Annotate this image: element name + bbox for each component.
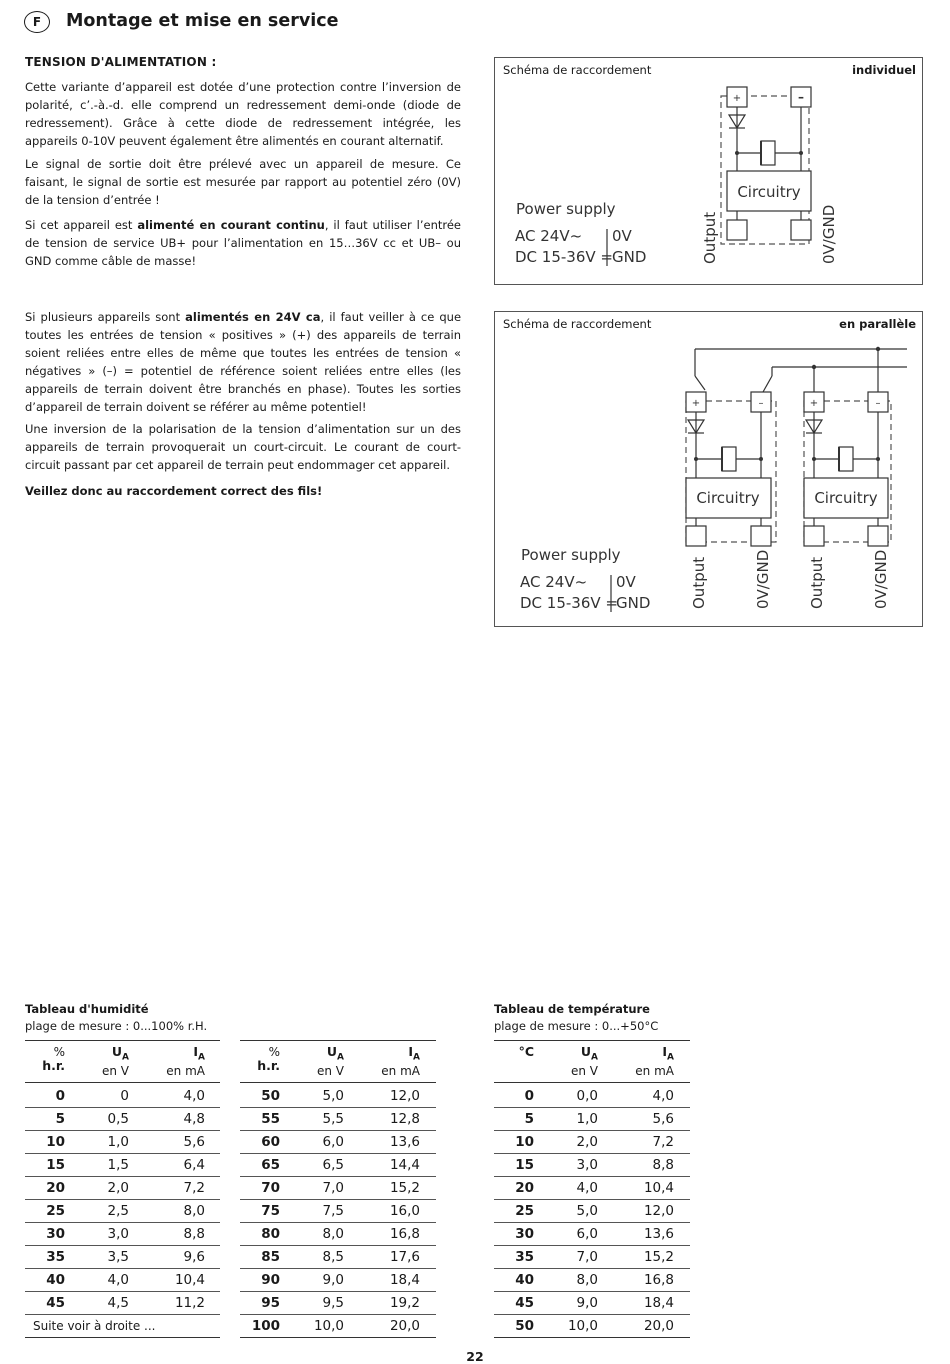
wiring-schematic-individual (495, 58, 922, 284)
header-text: I (193, 1044, 199, 1059)
col-header-ua (534, 1041, 598, 1083)
text-fragment: Si cet appareil est (25, 218, 138, 232)
pad-cell (420, 1131, 436, 1154)
row-key-cell: 30 (494, 1223, 534, 1246)
power-supply-label: Power supply (516, 200, 616, 218)
voltage-cell: 10,0 (280, 1315, 344, 1338)
continued-note: Suite voir à droite ... (25, 1315, 220, 1338)
current-cell: 5,6 (129, 1131, 205, 1154)
voltage-cell: 3,0 (65, 1223, 129, 1246)
pad-cell (420, 1315, 436, 1338)
current-cell: 4,0 (129, 1083, 205, 1108)
voltage-cell: 0,5 (65, 1108, 129, 1131)
current-cell: 13,6 (598, 1223, 674, 1246)
zero-volt-label: 0V (612, 227, 632, 245)
voltage-cell: 6,0 (534, 1223, 598, 1246)
pad-cell (205, 1223, 220, 1246)
table-row (25, 1292, 220, 1315)
circuitry-label: Circuitry (737, 183, 801, 201)
header-text: °C (518, 1044, 534, 1059)
table-row (494, 1292, 690, 1315)
paragraph-output-signal: Le signal de sortie doit être prélevé avec un appareil de mesure. Ce faisant, le signal de sortie est mesurée par rapport au potentiel zéro (0V) de la tension d’entrée ! (25, 157, 461, 207)
temperature-range: plage de mesure : 0...+50°C (494, 1019, 659, 1033)
col-header-celsius (494, 1041, 534, 1083)
current-cell: 5,6 (598, 1108, 674, 1131)
table-body (240, 1083, 436, 1338)
current-cell: 4,0 (598, 1083, 674, 1108)
header-text: en V (316, 1064, 344, 1079)
header-sub: A (413, 1052, 420, 1063)
header-text: % (53, 1045, 65, 1059)
row-key-cell: 50 (240, 1083, 280, 1108)
text-emphasis: alimentés en 24V ca (185, 310, 321, 324)
pad-cell (420, 1223, 436, 1246)
header-text: en mA (166, 1064, 205, 1079)
humidity-table-left (25, 1040, 220, 1338)
text-fragment: Si plusieurs appareils sont (25, 310, 186, 324)
minus-symbol: – (798, 90, 804, 104)
diagram-parallel (494, 311, 923, 627)
table-row (25, 1200, 220, 1223)
current-cell: 20,0 (598, 1315, 674, 1338)
capacitor-icon (839, 447, 853, 471)
pad-cell (420, 1177, 436, 1200)
humidity-range: plage de mesure : 0...100% r.H. (25, 1019, 208, 1033)
plus-symbol: + (732, 93, 742, 104)
table-row (240, 1246, 436, 1269)
current-cell: 8,0 (129, 1200, 205, 1223)
pad-cell (674, 1083, 690, 1108)
voltage-cell: 4,0 (534, 1177, 598, 1200)
voltage-cell: 4,5 (65, 1292, 129, 1315)
diagram-label: Schéma de raccordement (503, 317, 652, 331)
text-emphasis: alimenté en courant continu (137, 218, 325, 232)
row-key-cell: 65 (240, 1154, 280, 1177)
voltage-cell: 3,5 (65, 1246, 129, 1269)
pad-cell (674, 1269, 690, 1292)
pad-cell (674, 1246, 690, 1269)
header-text: I (408, 1044, 414, 1059)
current-cell: 16,8 (598, 1269, 674, 1292)
diagram-mode: en parallèle (839, 317, 916, 331)
capacitor-icon (761, 141, 775, 165)
row-key-cell: 55 (240, 1108, 280, 1131)
humidity-table-title: Tableau d'humidité (25, 1002, 149, 1016)
diagram-label: Schéma de raccordement (503, 63, 652, 77)
current-cell: 20,0 (344, 1315, 420, 1338)
table-row (240, 1131, 436, 1154)
current-cell: 10,4 (598, 1177, 674, 1200)
voltage-cell: 8,0 (534, 1269, 598, 1292)
voltage-cell: 5,0 (280, 1083, 344, 1108)
row-key-cell: 35 (494, 1246, 534, 1269)
header-text: en mA (381, 1064, 420, 1079)
voltage-cell: 6,5 (280, 1154, 344, 1177)
header-text: en V (101, 1064, 129, 1079)
table-row (240, 1083, 436, 1108)
row-key-cell: 10 (494, 1131, 534, 1154)
table-row (240, 1269, 436, 1292)
ovgnd-label: 0V/GND (872, 549, 890, 609)
row-key-cell: 45 (25, 1292, 65, 1315)
col-header-pad (420, 1041, 436, 1083)
zero-volt-label: 0V (616, 573, 636, 591)
row-key-cell: 95 (240, 1292, 280, 1315)
header-sub: A (667, 1052, 674, 1063)
ac-label: AC 24V~ (520, 573, 588, 591)
table-row (494, 1083, 690, 1108)
plus-symbol: + (691, 398, 701, 409)
output-terminal (727, 220, 747, 240)
row-key-cell: 20 (494, 1177, 534, 1200)
text-fragment: , il faut veiller à ce que toutes les entrées de tension « positives » (+) des appareils de terrain soient reliées entre elles de même que toutes les entrées de tension « négatives » (–) = potentiel de référence soient reliées entre elles (les appareils de terrain doivent être branchés en phase). Toutes les sorties d’appareil de terrain doivent se référer au même potentiel! (25, 310, 462, 414)
voltage-cell: 7,0 (534, 1246, 598, 1269)
pad-cell (420, 1154, 436, 1177)
table-row (240, 1223, 436, 1246)
gnd-terminal (868, 526, 888, 546)
wiring-schematic-parallel (495, 312, 922, 626)
current-cell: 17,6 (344, 1246, 420, 1269)
voltage-cell: 9,0 (280, 1269, 344, 1292)
paragraph-short-circuit: Une inversion de la polarisation de la tension d’alimentation sur un des appareils de terrain provoquerait un court-circuit. Le courant de court-circuit passant par cet appareil de terrain peut endommager cet appareil. (25, 422, 461, 472)
voltage-cell: 5,0 (534, 1200, 598, 1223)
table-row (240, 1177, 436, 1200)
power-supply-label: Power supply (521, 546, 621, 564)
header-text: % (268, 1045, 280, 1059)
table-row (25, 1131, 220, 1154)
language-badge: F (24, 11, 50, 33)
pad-cell (674, 1177, 690, 1200)
current-cell: 14,4 (344, 1154, 420, 1177)
voltage-cell: 6,0 (280, 1131, 344, 1154)
voltage-cell: 5,5 (280, 1108, 344, 1131)
row-key-cell: 85 (240, 1246, 280, 1269)
dc-label: DC 15-36V = (515, 248, 613, 266)
current-cell: 7,2 (598, 1131, 674, 1154)
table-row (494, 1177, 690, 1200)
pad-cell (674, 1223, 690, 1246)
voltage-cell: 9,5 (280, 1292, 344, 1315)
pad-cell (205, 1200, 220, 1223)
pad-cell (205, 1246, 220, 1269)
gnd-terminal (751, 526, 771, 546)
pad-cell (674, 1154, 690, 1177)
table-row (494, 1200, 690, 1223)
row-key-cell: 25 (494, 1200, 534, 1223)
current-cell: 12,8 (344, 1108, 420, 1131)
table-row (494, 1269, 690, 1292)
paragraph-warning: Veillez donc au raccordement correct des fils! (25, 484, 323, 498)
row-key-cell: 15 (494, 1154, 534, 1177)
humidity-table-right (240, 1040, 436, 1338)
col-header-pad (205, 1041, 220, 1083)
page-number: 22 (466, 1349, 484, 1364)
row-key-cell: 60 (240, 1131, 280, 1154)
table-header-row (25, 1041, 220, 1083)
voltage-cell: 3,0 (534, 1154, 598, 1177)
header-text: U (580, 1044, 592, 1059)
header-text: en V (570, 1064, 598, 1079)
header-sub: A (337, 1052, 344, 1063)
current-cell: 16,0 (344, 1200, 420, 1223)
field-device-1 (686, 392, 776, 609)
voltage-cell: 7,0 (280, 1177, 344, 1200)
header-sub: A (591, 1052, 598, 1063)
pad-cell (205, 1177, 220, 1200)
gnd-terminal (791, 220, 811, 240)
table-row (25, 1083, 220, 1108)
row-key-cell: 90 (240, 1269, 280, 1292)
row-key-cell: 0 (494, 1083, 534, 1108)
pad-cell (420, 1292, 436, 1315)
minus-symbol: – (875, 398, 881, 409)
gnd-label: GND (612, 248, 647, 266)
minus-symbol: – (758, 398, 764, 409)
table-row (25, 1154, 220, 1177)
current-cell: 18,4 (598, 1292, 674, 1315)
voltage-cell: 8,5 (280, 1246, 344, 1269)
col-header-percent (240, 1041, 280, 1083)
junction-dot (876, 457, 880, 461)
current-cell: 12,0 (344, 1083, 420, 1108)
pad-cell (674, 1131, 690, 1154)
humidity-table-caption (25, 1001, 207, 1035)
field-device-2 (804, 392, 891, 609)
voltage-cell: 9,0 (534, 1292, 598, 1315)
current-cell: 10,4 (129, 1269, 205, 1292)
table-body (494, 1083, 690, 1338)
col-header-percent (25, 1041, 65, 1083)
pad-cell (205, 1083, 220, 1108)
row-key-cell: 5 (494, 1108, 534, 1131)
table-row (240, 1200, 436, 1223)
temperature-table-title: Tableau de température (494, 1002, 650, 1016)
voltage-cell: 0,0 (534, 1083, 598, 1108)
output-label: Output (690, 556, 708, 609)
table-row (240, 1315, 436, 1338)
junction-dot (812, 457, 816, 461)
row-key-cell: 50 (494, 1315, 534, 1338)
col-header-ua (280, 1041, 344, 1083)
row-key-cell: 5 (25, 1108, 65, 1131)
pad-cell (420, 1108, 436, 1131)
table-row (240, 1108, 436, 1131)
pad-cell (420, 1246, 436, 1269)
current-cell: 18,4 (344, 1269, 420, 1292)
table-row (25, 1177, 220, 1200)
junction-dot (799, 151, 803, 155)
col-header-ia (129, 1041, 205, 1083)
header-text: I (662, 1044, 668, 1059)
voltage-cell: 1,5 (65, 1154, 129, 1177)
paragraph-dc-supply (25, 216, 461, 270)
current-cell: 15,2 (344, 1177, 420, 1200)
pad-cell (420, 1083, 436, 1108)
pad-cell (674, 1292, 690, 1315)
current-cell: 8,8 (129, 1223, 205, 1246)
row-key-cell: 80 (240, 1223, 280, 1246)
pad-cell (674, 1200, 690, 1223)
header-text: h.r. (257, 1058, 280, 1073)
col-header-ia (344, 1041, 420, 1083)
output-label: Output (701, 211, 719, 264)
pad-cell (205, 1269, 220, 1292)
plus-symbol: + (809, 398, 819, 409)
paragraph-parallel-supply (25, 308, 461, 416)
header-text: U (111, 1044, 123, 1059)
paragraph-reverse-polarity: Cette variante d’appareil est dotée d’une protection contre l’inversion de polarité, c’.-à.-d. elle comprend un redressement demi-onde (diode de redressement). Grâce à cette diode de redressement intégrée, les appareils 0-10V peuvent également être alimentés en courant alternatif. (25, 80, 461, 148)
page-title: Montage et mise en service (66, 11, 339, 31)
current-cell: 12,0 (598, 1200, 674, 1223)
output-terminal (804, 526, 824, 546)
junction-dot (735, 151, 739, 155)
table-row (25, 1315, 220, 1338)
row-key-cell: 100 (240, 1315, 280, 1338)
voltage-cell: 7,5 (280, 1200, 344, 1223)
header-sub: A (198, 1052, 205, 1063)
table-row (494, 1246, 690, 1269)
current-cell: 15,2 (598, 1246, 674, 1269)
table-row (494, 1108, 690, 1131)
circuitry-label: Circuitry (814, 489, 878, 507)
output-terminal (686, 526, 706, 546)
table-row (240, 1154, 436, 1177)
row-key-cell: 20 (25, 1177, 65, 1200)
pad-cell (205, 1131, 220, 1154)
row-key-cell: 10 (25, 1131, 65, 1154)
table-row (494, 1131, 690, 1154)
dc-label: DC 15-36V = (520, 594, 618, 612)
diagram-mode: individuel (852, 63, 916, 77)
header-text: h.r. (42, 1058, 65, 1073)
col-header-ia (598, 1041, 674, 1083)
temperature-table-caption (494, 1001, 658, 1035)
row-key-cell: 40 (25, 1269, 65, 1292)
row-key-cell: 35 (25, 1246, 65, 1269)
row-key-cell: 30 (25, 1223, 65, 1246)
pad-cell (674, 1108, 690, 1131)
voltage-cell: 8,0 (280, 1223, 344, 1246)
output-label: Output (808, 556, 826, 609)
lead (763, 376, 772, 392)
text-fragment: , il faut utiliser l’entrée de tension de service UB+ pour l’alimentation en 15…36V cc et UB– ou GND comme câble de masse! (25, 218, 461, 268)
voltage-cell: 0 (65, 1083, 129, 1108)
voltage-cell: 10,0 (534, 1315, 598, 1338)
gnd-label: GND (616, 594, 651, 612)
row-key-cell: 0 (25, 1083, 65, 1108)
current-cell: 9,6 (129, 1246, 205, 1269)
pad-cell (205, 1292, 220, 1315)
table-header-row (240, 1041, 436, 1083)
diagram-individual (494, 57, 923, 285)
current-cell: 6,4 (129, 1154, 205, 1177)
voltage-cell: 2,0 (534, 1131, 598, 1154)
table-body (25, 1083, 220, 1315)
pad-cell (420, 1269, 436, 1292)
row-key-cell: 45 (494, 1292, 534, 1315)
pad-cell (205, 1108, 220, 1131)
section-title: TENSION D'ALIMENTATION : (25, 55, 217, 69)
table-row (494, 1315, 690, 1338)
current-cell: 4,8 (129, 1108, 205, 1131)
lead (695, 376, 705, 390)
row-key-cell: 15 (25, 1154, 65, 1177)
voltage-cell: 1,0 (65, 1131, 129, 1154)
table-row (494, 1223, 690, 1246)
table-header-row (494, 1041, 690, 1083)
capacitor-icon (722, 447, 736, 471)
current-cell: 7,2 (129, 1177, 205, 1200)
current-cell: 8,8 (598, 1154, 674, 1177)
header-sub: A (122, 1052, 129, 1063)
table-row (25, 1223, 220, 1246)
pad-cell (205, 1154, 220, 1177)
row-key-cell: 40 (494, 1269, 534, 1292)
table-row (494, 1154, 690, 1177)
pad-cell (674, 1315, 690, 1338)
table-row (240, 1292, 436, 1315)
current-cell: 11,2 (129, 1292, 205, 1315)
col-header-ua (65, 1041, 129, 1083)
row-key-cell: 75 (240, 1200, 280, 1223)
temperature-table (494, 1040, 690, 1338)
voltage-cell: 4,0 (65, 1269, 129, 1292)
header-text: en mA (635, 1064, 674, 1079)
table-row (25, 1269, 220, 1292)
pad-cell (420, 1200, 436, 1223)
current-cell: 19,2 (344, 1292, 420, 1315)
table-row (25, 1246, 220, 1269)
current-cell: 13,6 (344, 1131, 420, 1154)
ovgnd-label: 0V/GND (820, 204, 838, 264)
voltage-cell: 2,0 (65, 1177, 129, 1200)
ovgnd-label: 0V/GND (754, 549, 772, 609)
voltage-cell: 1,0 (534, 1108, 598, 1131)
junction-dot (694, 457, 698, 461)
current-cell: 16,8 (344, 1223, 420, 1246)
voltage-cell: 2,5 (65, 1200, 129, 1223)
row-key-cell: 25 (25, 1200, 65, 1223)
ac-label: AC 24V~ (515, 227, 583, 245)
circuitry-label: Circuitry (696, 489, 760, 507)
table-row (25, 1108, 220, 1131)
junction-dot (759, 457, 763, 461)
row-key-cell: 70 (240, 1177, 280, 1200)
col-header-pad (674, 1041, 690, 1083)
header-text: U (326, 1044, 338, 1059)
